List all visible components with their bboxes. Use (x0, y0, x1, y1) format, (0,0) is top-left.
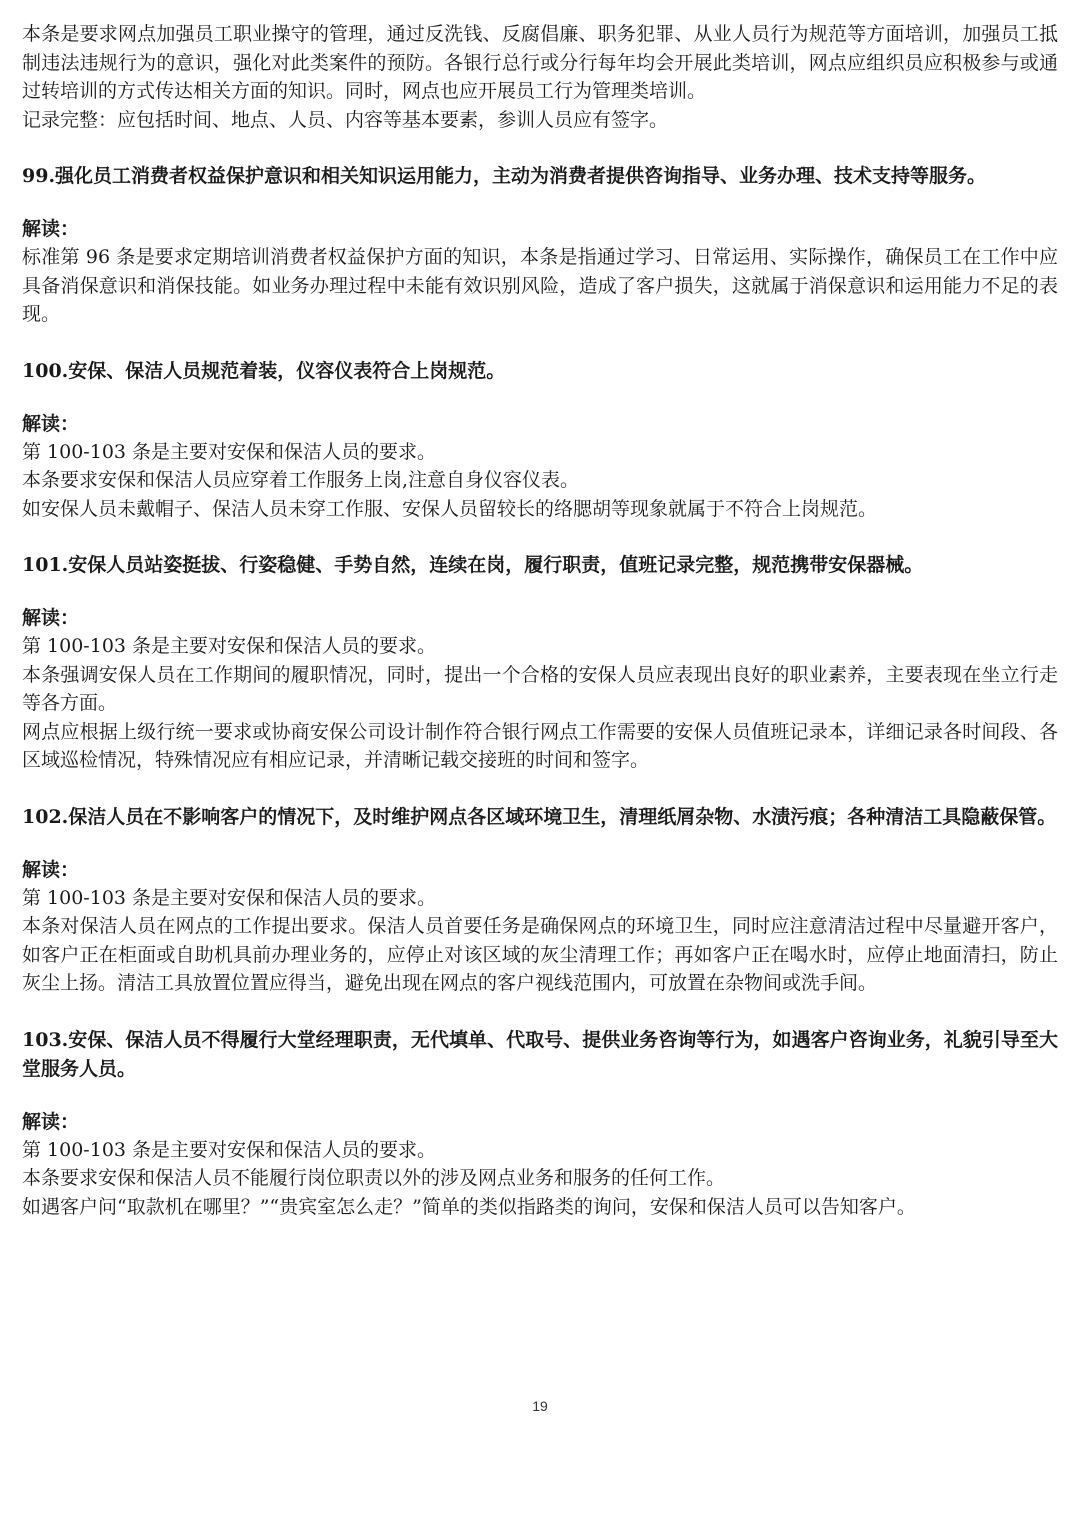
spacer (22, 775, 1058, 803)
spacer (22, 998, 1058, 1026)
article-100 (22, 357, 1058, 524)
intro-paragraph: 本条是要求网点加强员工职业操守的管理，通过反洗钱、反腐倡廉、职务犯罪、从业人员行为规范等方面培训，加强员工抵制违法违规行为的意识，强化对此类案件的预防。各银行总行或分行每年均会开展此类培训，网点应组织员应积极参与或通过转培训的方式传达相关方面的知识。同时，网点也应开展员工行为管理类培训。 (22, 23, 1058, 102)
interpretation-label: 解读： (22, 607, 80, 629)
interpretation-label: 解读： (22, 1110, 80, 1133)
interpretation-text: 本条对保洁人员在网点的工作提出要求。保洁人员首要任务是确保网点的环境卫生，同时应注意清洁过程中尽量避开客户，如客户正在柜面或自助机具前办理业务的，应停止对该区域的灰尘清理工作；再如客户正在喝水时，应停止地面清扫，防止灰尘上扬。清洁工具放置位置应得当，避免出现在网点的客户视线范围内，可放置在杂物间或洗手间。 (22, 915, 1058, 994)
spacer (22, 580, 1058, 604)
interpretation-label: 解读： (22, 858, 80, 881)
spacer (22, 832, 1058, 856)
article-heading: 99.强化员工消费者权益保护意识和相关知识运用能力，主动为消费者提供咨询指导、业务办理、技术支持等服务。 (22, 165, 987, 187)
article-heading: 100.安保、保洁人员规范着装，仪容仪表符合上岗规范。 (22, 359, 506, 382)
page-number: 19 (532, 1398, 548, 1414)
spacer (22, 329, 1058, 357)
article-heading: 103.安保、保洁人员不得履行大堂经理职责，无代填单、代取号、提供业务咨询等行为，如遇客户咨询业务，礼貌引导至大堂服务人员。 (22, 1028, 1058, 1080)
article-102 (22, 803, 1058, 998)
intro-record-note: 记录完整：应包括时间、地点、人员、内容等基本要素，参训人员应有签字。 (22, 108, 669, 131)
interpretation-text: 本条要求安保和保洁人员应穿着工作服务上岗,注意自身仪容仪表。 (22, 469, 580, 491)
spacer (22, 523, 1058, 551)
interpretation-text: 标准第 96 条是要求定期培训消费者权益保护方面的知识，本条是指通过学习、日常运用、实际操作，确保员工在工作中应具备消保意识和消保技能。如业务办理过程中未能有效识别风险，造成了客户损失，这就属于消保意识和运用能力不足的表现。 (22, 246, 1058, 325)
interpretation-text: 第 100-103 条是主要对安保和保洁人员的要求。 (22, 886, 437, 909)
interpretation-label: 解读： (22, 412, 80, 435)
spacer (22, 134, 1058, 162)
article-heading: 101.安保人员站姿挺拔、行姿稳健、手势自然，连续在岗，履行职责，值班记录完整，规范携带安保器械。 (22, 554, 924, 576)
interpretation-text: 网点应根据上级行统一要求或协商安保公司设计制作符合银行网点工作需要的安保人员值班记录本，详细记录各时间段、各区域巡检情况，特殊情况应有相应记录，并清晰记载交接班的时间和签字。 (22, 720, 1058, 771)
article-103 (22, 1026, 1058, 1222)
article-101 (22, 551, 1058, 775)
interpretation-text: 如安保人员未戴帽子、保洁人员未穿工作服、安保人员留较长的络腮胡等现象就属于不符合上岗规范。 (22, 497, 878, 520)
interpretation-text: 第 100-103 条是主要对安保和保洁人员的要求。 (22, 440, 437, 463)
interpretation-label: 解读： (22, 218, 80, 240)
interpretation-text: 第 100-103 条是主要对安保和保洁人员的要求。 (22, 635, 437, 657)
article-99 (22, 162, 1058, 329)
interpretation-text: 本条强调安保人员在工作期间的履职情况，同时，提出一个合格的安保人员应表现出良好的职业素养，主要表现在坐立行走等各方面。 (22, 663, 1058, 714)
interpretation-text: 本条要求安保和保洁人员不能履行岗位职责以外的涉及网点业务和服务的任何工作。 (22, 1167, 726, 1189)
article-heading: 102.保洁人员在不影响客户的情况下，及时维护网点各区域环境卫生，清理纸屑杂物、水渍污痕；各种清洁工具隐蔽保管。 (22, 805, 1057, 828)
spacer (22, 191, 1058, 215)
spacer (22, 386, 1058, 410)
spacer (22, 1084, 1058, 1108)
interpretation-text: 第 100-103 条是主要对安保和保洁人员的要求。 (22, 1138, 437, 1161)
document-page (22, 20, 1058, 1221)
interpretation-text: 如遇客户问“取款机在哪里？”“贵宾室怎么走？”简单的类似指路类的询问，安保和保洁人员可以告知客户。 (22, 1195, 916, 1218)
